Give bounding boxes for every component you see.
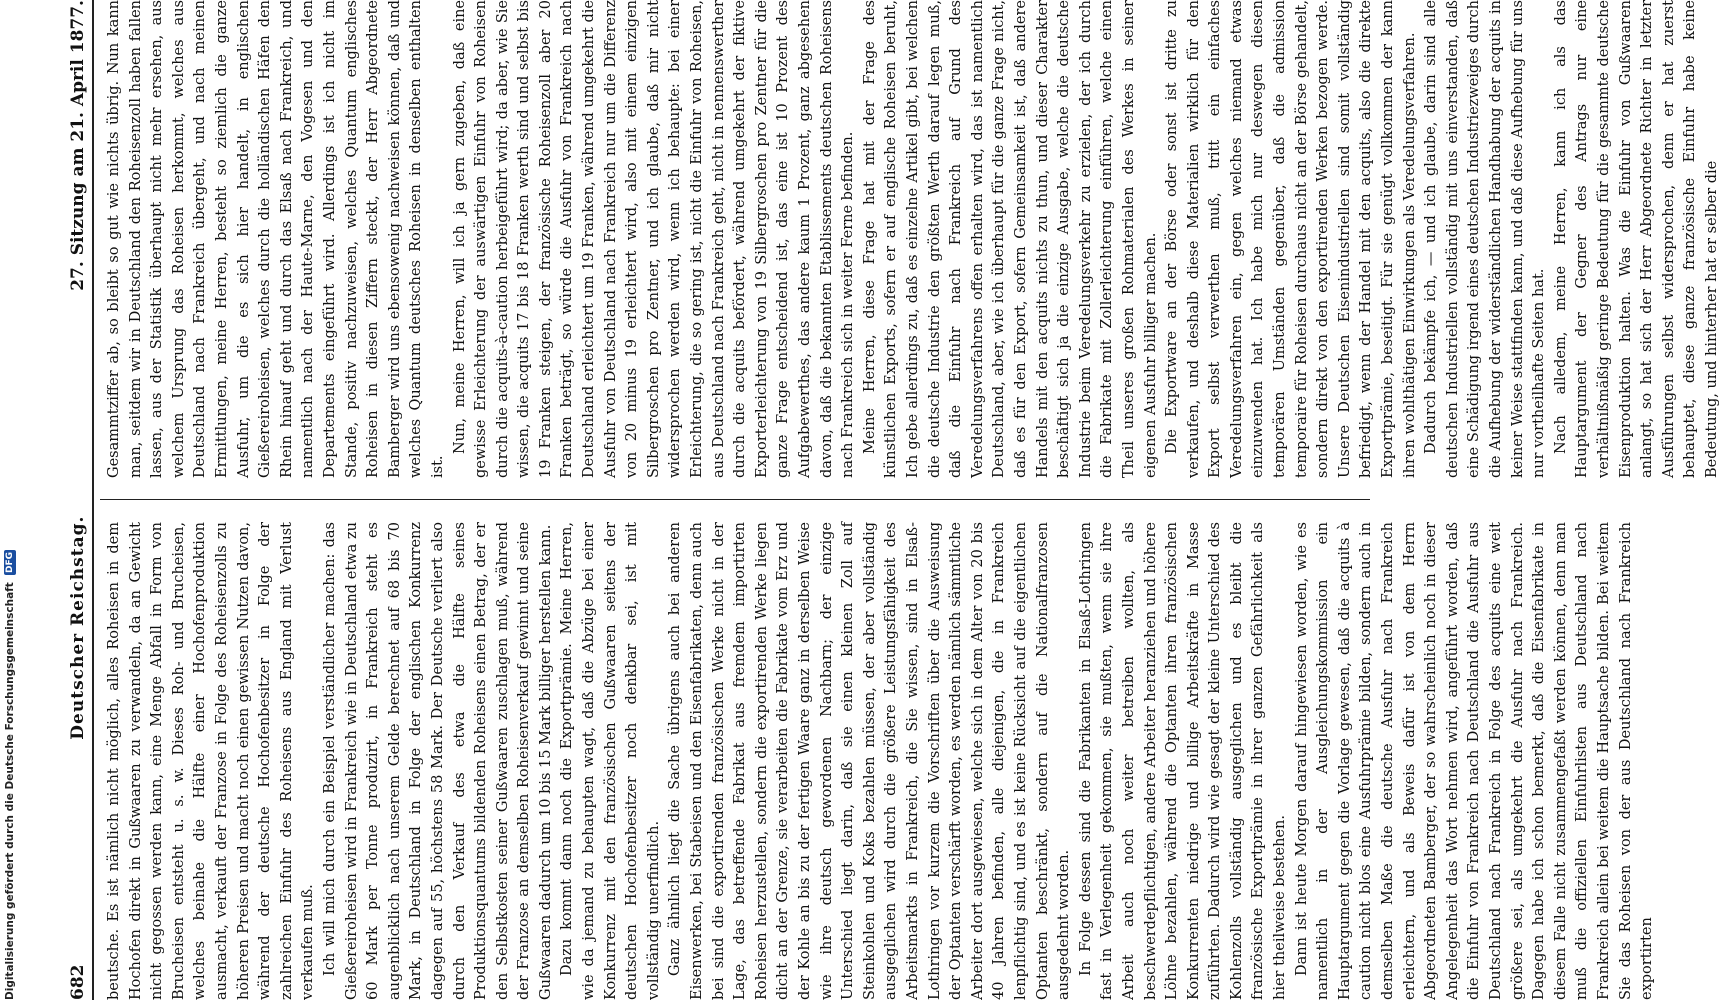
paragraph: Dazu kommt dann noch die Exportprämie. Meine Herren, wie da jemand zu behaupten wagt, daß die Abzüge bei einer Konkurrenz mit den französischen Gußwaaren seitens der deutschen Hochofenbesitzer noch denkbar sei, ist mit vollständig unerfindlich. <box>559 522 662 1000</box>
paragraph: Dann ist heute Morgen darauf hingewiesen worden, wie es namentlich in der Ausgleichungskommission ein Hauptargument gegen die Vorlage gewesen, daß die acquits à caution nicht blos eine Ausfuhrprämie bilden, sondern auch in demselben Maße die deutsche Ausfuhr nach Frankreich erleichtern, und als Beweis dafür ist von dem Herrn Abgeordneten Bamberger, der so wahrscheinlich noch in dieser Angelegenheit das Wort nehmen wird, angeführt worden, daß die Einfuhr von Frankreich nach Deutschland die Ausfuhr aus Deutschland nach Frankreich in Folge des acquits eine weit größere sei, als umgekehrt die Ausfuhr nach Frankreich. Dagegen habe ich schon bemerkt, daß die Eisenfabrikate in diesem Falle nicht zusammengefaßt werden können, denn man muß die offiziellen Einfuhrlisten aus Deutschland nach Frankreich allein bei weitem die Hauptsache bilden. Bei weitem Sie das Roheisen von der aus Deutschland nach Frankreich exportirten <box>1293 522 1656 1000</box>
column-divider <box>100 499 1370 500</box>
paragraph: Nach alledem, meine Herren, kann ich als das Hauptargument der Gegner des Antrags nur eine verhältnißmäßig geringe Bedeutung für die gesammte deutsche Eisenproduktion halten. Was die Einfuhr von Gußwaaren anlangt, so hat sich der Herr Abgeordnete Richter in letzter Ausführungen selbst widersprochen, denn er hat zuerst behauptet, diese ganze französische Einfuhr habe keine Bedeutung, und hinterher hat er selber die <box>1552 0 1720 478</box>
paragraph: Die Exportware an der Börse oder sonst ist dritte zu verkaufen, und deshalb diese Materialien wirklich für den Export selbst verwerthen muß, tritt ein einfaches Veredelungsverfahren ein, gegen welches niemand etwas einzuwenden hat. Ich habe mich nur deswegen diesen temporären Umständen gegenüber, daß die admission temporaire für Roheisen durchaus nicht an der Börse gehandelt, sondern direkt von den exportirenden Werken bezogen werde. Unsere Deutschen Eisenindustriellen sind somit vollständig befriedigt, wenn der Handel mit den acquits, also die direkte Exportprämie, beseitigt. Für sie genügt vollkommen der kann ihren wohlthätigen Einwirkungen als Veredelungsverfahren. <box>1164 0 1418 478</box>
paragraph: Gesammtziffer ab, so bleibt so gut wie nichts übrig. Nun kann man, seitdem wir in Deutschland den Roheisenzoll haben fallen lassen, aus der Statistik überhaupt nicht mehr ersehen, aus welchem Ursprung das Roheisen herkommt, welches aus Deutschland nach Frankreich übergeht, und nach meinen Ermittlungen, meine Herren, besteht so ziemlich die ganze Ausfuhr, um die es sich hier handelt, in englischen Gießereiroheisen, welches durch die holländischen Häfen den Rhein hinauf geht und durch das Elsaß nach Frankreich, und namentlich nach der Haute-Marne, den Vogesen und den Departements eingeführt wird. Allerdings ist ich nicht im Stande, positiv nachzuweisen, welches Quantum englisches Roheisen in diesen Ziffern steckt, der Herr Abgeordnete Bamberger wird uns ebensowenig nachweisen können, daß und welches Quantum deutsches Roheisen in denselben enthalten ist. <box>106 0 446 478</box>
page-header <box>60 0 94 1000</box>
credit-text: Digitalisierung gefördert durch die Deutsche Forschungsgemeinschaft <box>4 582 16 1000</box>
paragraph: Ganz ähnlich liegt die Sache übrigens auch bei anderen Eisenwerken, bei Stabeisen und den Eisenfabrikaten, denn auch bei sind die exportirenden französischen Werke nicht in der Lage, das betreffende Fabrikat aus fremdem importirten Roheisen herzustellen, sondern die exportirenden Werke liegen dicht an der Grenze, sie verarbeiten die Fabrikate vom Erz und der Kohle an bis zu der fertigen Waare ganz in derselben Weise wie ihre deutsch gewordenen Nachbarn; der einzige Unterschied liegt darin, daß sie einen kleinen Zoll auf Steinkohlen und Koks bezahlen müssen, der aber vollständig ausgeglichen wird durch die größere Leistungsfähigkeit des Arbeitsmarkts in Frankreich, die Sie wissen, sind in Elsaß-Lothringen vor kurzem die Vorschriften über die Ausweisung der Optanten verschärft worden, es werden nämlich sämmtliche Arbeiter dort ausgewiesen, welche sich in dem Alter von 20 bis 40 Jahren befinden, alle diejenigen, die in Frankreich lenpflichtig sind, und es ist keine Rücksicht auf die eigentlichen Optanten beschränkt, sondern auf die Nationalfranzosen ausgedehnt worden. <box>667 522 1073 1000</box>
text-column-left <box>104 522 1656 1000</box>
paragraph: beutsche. Es ist nämlich nicht möglich, alles Roheisen in dem Hochofen direkt in Gußwaaren zu verwandeln, da an Gewicht nicht gegossen werden kann, eine Menge Abfall in Form von Brucheisen entsteht u. s. w. Dieses Roh- und Brucheisen, welches beinahe die Hälfte einer Hochofenproduktion ausmacht, verkauft der Franzose in Folge des Roheisenzolls zu höheren Preisen und macht noch einen gewissen Nutzen davon, während der deutsche Hochofenbesitzer in Folge der zahlreichen Einfuhr des Roheisens aus England mit Verlust verkaufen muß. <box>106 522 317 1000</box>
dfg-logo: DFG <box>5 551 15 573</box>
paragraph: Dadurch bekämpfe ich, — und ich glaube, darin sind alle deutschen Industriellen vollständig mit uns einverstanden, daß eine Schädigung irgend eines deutschen Industriezweiges durch die Aufhebung der widerständlichen Handhabung der acquits in keiner Weise stattfinden kann, und daß diese Aufhebung für uns nur vortheilhafte Seiten hat. <box>1423 0 1548 478</box>
publication-title: Deutscher Reichstag. <box>68 515 88 740</box>
session-heading: 27. Sitzung am 21. April 1877. <box>68 0 88 291</box>
paragraph: Meine Herren, diese Frage hat mit der Frage des künstlichen Exports, sofern er auf englische Roheisen beruht, Ich gebe allerdings zu, daß es einzelne Artikel gibt, bei welchen die deutsche Industrie den größten Werth darauf legen muß, daß die Einfuhr nach Frankreich auf Grund des Veredelungsverfahrens offen erhalten wird, das ist namentlich Deutschland, aber, wie ich überhaupt für die ganze Frage nicht, daß es für den Export, sofern Gemeinsamkeit ist, daß andere Handels mit den acquits nichts zu thun, und dieser Charakter beschäftigt sich ja die einzige Ausgabe, welche die deutsche Industrie beim Veredelungsverkehr zu erzielen, der ich durch die Fabrikate mit Zollerleichterung einführen, welche einen Theil unseres großen Rohmaterialen des Werkes in seiner eigenen Ausfuhr billiger machen. <box>861 0 1159 478</box>
paragraph: Nun, meine Herren, will ich ja gern zugeben, daß eine gewisse Erleichterung der auswärtigen Einfuhr von Roheisen durch die acquits-à-caution herbeigeführt wird; da aber, wie Sie wissen, die acquits 17 bis 18 Franken werth sind und selbst bis 19 Franken steigen, der französische Roheisenzoll aber 20 Franken beträgt, so würde die Ausfuhr von Frankreich nach Deutschland erleichtert um 19 Franken, während umgekehrt die Ausfuhr von Deutschland nach Frankreich nur um die Differenz von 20 minus 19 erleichtert wird, also mit einem einzigen Silbergroschen pro Zentner, und ich glaube, daß mir nicht widersprochen werden wird, wenn ich behaupte: bei einer Erleichterung, die so gering ist, nicht die Einfuhr von Roheisen, aus Deutschland nach Frankreich geht, nicht in nennenswerther durch die acquits befördert, während umgekehrt der fiktive Exporterleichterung von 19 Silbergroschen pro Zentner für die ganze Frage entscheidend ist, das eine ist 10 Prozent des Aufgabewerthes, das andere kaum 1 Prozent, ganz abgesehen davon, daß die bekannten Etablissements deutschen Roheisens nach Frankreich sich in weiter Ferne befinden. <box>451 0 857 478</box>
text-column-right <box>104 0 1720 478</box>
page-number: 682 <box>68 964 88 1000</box>
paragraph: Ich will mich durch ein Beispiel verständlicher machen: das Gießereiroheisen wird in Frankreich wie in Deutschland etwa zu 60 Mark per Tonne produzirt, in Frankreich steht es augenblicklich nach unserem Gelde berechnet auf 68 bis 70 Mark, in Deutschland in Folge der englischen Konkurrenz dagegen auf 55, höchstens 58 Mark. Der Deutsche verliert also durch den Verkauf des etwa die Hälfte seines Produktionsquantums bildenden Roheisens einen Betrag, der er den Selbstkosten seiner Gußwaaren zuschlagen muß, während der Franzose an demselben Roheisenverkauf gewinnt und seine Gußwaaren dadurch um 10 bis 15 Mark billiger herstellen kann. <box>321 522 554 1000</box>
paragraph: In Folge dessen sind die Fabrikanten in Elsaß-Lothringen fast in Verlegenheit gekommen, sie mußten, wenn sie ihre Arbeit auch noch weiter betreiben wollten, als beschwerdepflichtigen, andere Arbeiter heranziehen und höhere Löhne bezahlen, während die Optanten ihren französischen Konkurrenten niedrige und billige Arbeitskräfte in Masse zuführten. Dadurch wird wie gesagt der kleine Unterschied des Kohlenzolls vollständig ausgeglichen und es bleibt die französische Exportprämie in ihrer ganzen Gefährlichkeit als hier theilweise bestehen. <box>1077 522 1289 1000</box>
reichstag-protocol-page <box>60 0 1720 1000</box>
digitization-credit <box>4 551 24 1000</box>
